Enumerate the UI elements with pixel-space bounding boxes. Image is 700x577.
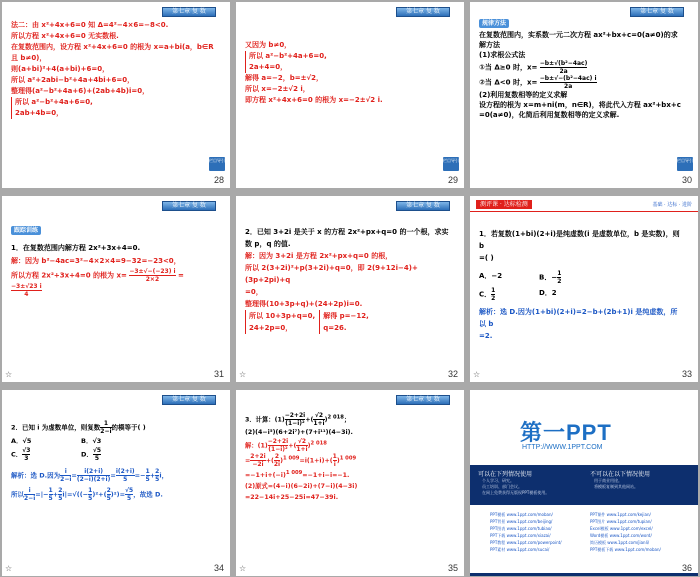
question-line: 3．计算：(1) $\frac{-2+2i}{\text{(1−i)²}}$ +( $\frac{√2}{1+i}$ )$^{2 018}$； <box>245 412 351 427</box>
text-line: 解：因为 b²−4ac=3²−4×2×4=9−32=−23<0， <box>11 257 181 265</box>
text-line: 所以 x=−2±√2 i， <box>245 85 310 93</box>
analysis-line: 解析：选 D.因为 $\frac{i}{2-i}$ = $\frac{i(2+i)}{(2-i)(2+i)}$ = $\frac{i(2+i)}{5}$ =− $\frac{1}{5}$ + $\frac{2}{5}$ i， <box>11 468 169 483</box>
fraction: $\frac{-3\pm√23 i}{4}$ <box>11 283 42 298</box>
text-line: 所以 2(3+2i)²+p(3+2i)+q=0，即 2(9+12i−4)+(3p+2pi)+q <box>245 264 418 284</box>
usage-panel <box>470 465 698 576</box>
text-line: 所以 a²−b²+4a+6=0, <box>249 52 327 60</box>
chapter-banner: 第七章 复 数 <box>630 7 684 17</box>
text-line: 且 b≠0)， <box>11 54 47 62</box>
system-line <box>245 310 450 334</box>
text-line: 数 p，q 的值. <box>245 240 291 248</box>
slide-28 <box>2 2 230 188</box>
system-brace <box>245 51 450 73</box>
slide-33-content <box>479 228 684 342</box>
system-brace <box>11 97 216 119</box>
star-icon: ☆ <box>473 370 481 379</box>
text-line: 又因为 b≠0， <box>245 41 292 49</box>
link-item[interactable]: PPT素材 www.1ppt.com/sucai/ <box>490 547 550 552</box>
slide-33 <box>470 196 698 382</box>
option-d[interactable]: D．2 <box>539 289 557 297</box>
solution-brace: 解得 p=−12, q=26. <box>319 310 369 334</box>
link-item[interactable]: PPT图表 www.1ppt.com/tubiao/ <box>490 526 552 531</box>
text-line: 设方程的根为 x=m+ni(m，n∈R)，将此代入方程 ax²+bx+c <box>479 101 681 109</box>
link-item[interactable]: PPT教程 www.1ppt.com/powerpoint/ <box>490 540 562 545</box>
option-b[interactable]: B．− $\frac{1}{2}$ <box>539 270 562 285</box>
text-line: 1．若复数(1+bi)(2+i)是纯虚数(i 是虚数单位，b 是实数)，则 b <box>479 230 680 250</box>
back-button[interactable]: 栏目导引 <box>209 157 225 171</box>
slide-number: 30 <box>681 175 692 185</box>
text-line: 2．已知 3+2i 是关于 x 的方程 2x²+px+q=0 的一个根，求实 <box>245 228 449 236</box>
section-tag: 测评课 · 达标检测 <box>476 200 532 209</box>
slide-32 <box>236 196 464 382</box>
solution-line: (2)原式=(4−i)(6−2i)+(7−i)(4−3i) <box>245 483 358 491</box>
formula-line: ①当 Δ≥0 时，x= $\frac{\text{−b±√(b²−4ac)}}{2a}$ <box>479 60 588 75</box>
ppt-logo: 第一PPT <box>520 420 612 445</box>
slide-30 <box>470 2 698 188</box>
back-button[interactable]: 栏目导引 <box>443 157 459 171</box>
fraction: $\frac{\text{−b±√(b²−4ac)}}{2a}$ <box>539 60 588 75</box>
link-item[interactable]: PPT课件 www.1ppt.com/kejian/ <box>590 512 651 517</box>
fraction: $\frac{-3\pm√-(-23) i}{2\times 2}$ <box>129 268 176 283</box>
formula-line: 所以方程 2x²+3x+4=0 的根为 x= $\frac{-3\pm√-(-23) i}{2\times 2}$ = <box>11 268 184 283</box>
disallowed-list: 用于商业用途。 将模板复制到其他网站。 <box>594 478 638 489</box>
slide-34-content <box>11 420 216 502</box>
text-line: 在复数范围内，实系数一元二次方程 ax²+bx+c=0(a≠0)的求 <box>479 31 678 39</box>
star-icon: ☆ <box>5 370 13 379</box>
text-line: 解得 a=−2，b=±√2， <box>245 74 324 82</box>
option-c[interactable]: C． $\frac{√3}{3}$ <box>11 447 31 462</box>
allowed-title: 可以在下列情况使用 <box>478 471 533 478</box>
analysis-line: 所以 $\frac{i}{2-i}$ =|− $\frac{1}{5}$ + $\frac{2}{5}$ i|=√((− $\frac{1}{5}$ )²+( $\frac{2}{5}$ )²)= $\frac{√5}{5}$ ，故选 D. <box>11 487 163 502</box>
options-row <box>479 270 684 285</box>
solution-line: $=-1+i+(-i)^{1 009}=-1+i-i=-1$. <box>245 470 350 480</box>
section-tag: 规律方法 <box>479 19 509 28</box>
star-icon: ☆ <box>239 564 247 573</box>
option-c[interactable]: C． $\frac{1}{2}$ <box>479 287 496 302</box>
text-line: 解：因为 3+2i 是方程 2x²+px+q=0 的根， <box>245 252 393 260</box>
text-line: (1)求根公式法 <box>479 51 526 59</box>
chapter-banner: 第七章 复 数 <box>396 7 450 17</box>
slide-number: 34 <box>213 563 224 573</box>
link-item[interactable]: PPT背景 www.1ppt.com/beijing/ <box>490 519 553 524</box>
formula-line: ②当 Δ<0 时，x= $\frac{\text{−b±√−(b²−4ac) i}}{2a}$ <box>479 75 597 90</box>
chapter-banner: 第七章 复 数 <box>396 395 450 405</box>
analysis-line: 解析：选 D.因为(1+bi)(2+i)=2−b+(2b+1)i 是纯虚数，所以 b <box>479 308 678 328</box>
slide-number: 36 <box>681 563 692 573</box>
slide-36 <box>470 390 698 576</box>
text-line: 所以 a²−b²+4a+6=0, <box>15 98 93 106</box>
solution-line: 解：(1) $\frac{-2+2i}{\text{(1−i)²}}$ +( $\frac{√2}{1+i}$ )$^{2 018}$ <box>245 438 327 453</box>
link-item[interactable]: Excel模板 www.1ppt.com/excel/ <box>590 526 653 531</box>
ppt-url[interactable]: HTTP://WWW.1PPT.COM <box>522 444 603 451</box>
link-item[interactable]: PPT模板 www.1ppt.com/moban/ <box>490 512 553 517</box>
link-item[interactable]: Word模板 www.1ppt.com/word/ <box>590 533 652 538</box>
question-line: (2)(4−i⁵)(6+2i⁷)+(7+i¹¹)(4−3i). <box>245 429 353 436</box>
divider <box>470 211 698 212</box>
slide-29 <box>236 2 464 188</box>
text-line: 解方法 <box>479 41 500 49</box>
options-row <box>11 447 216 462</box>
slide-34 <box>2 390 230 576</box>
link-item[interactable]: PPT图片 www.1ppt.com/tupian/ <box>590 519 652 524</box>
text-line: 法二：由 x²+4x+6=0 知 Δ=4²−4×6=−8<0. <box>11 21 169 29</box>
slide-number: 29 <box>447 175 458 185</box>
text-line: =( ) <box>479 254 494 262</box>
option-a[interactable]: A．−2 <box>479 272 503 280</box>
system-brace: 所以 10+3p+q=0, 24+2p=0， <box>245 310 315 334</box>
text-line: 整理得(10+3p+q)+(24+2p)i=0. <box>245 300 363 308</box>
text-line: (2)利用复数相等的定义求解 <box>479 91 568 99</box>
text-line: 2a+4=0， <box>249 63 288 71</box>
options-row <box>11 435 216 447</box>
formula-line <box>11 283 216 298</box>
slide-30-content <box>479 18 684 120</box>
link-item[interactable]: PPT下载 www.1ppt.com/xiazai/ <box>490 533 551 538</box>
text-line: 在复数范围内，设方程 x²+4x+6=0 的根为 x=a+bi(a，b∈R <box>11 43 214 51</box>
text-line: 所以方程 x²+4x+6=0 无实数根. <box>11 32 119 40</box>
fraction: $\frac{\text{−b±√−(b²−4ac) i}}{2a}$ <box>539 75 597 90</box>
option-b[interactable]: B．√3 <box>81 437 102 445</box>
text-line: 2ab+4b=0， <box>15 109 64 117</box>
text-line: 所以 a²+2abi−b²+4a+4bi+6=0， <box>11 76 135 84</box>
options-row <box>479 287 684 302</box>
header-bar <box>470 196 698 212</box>
slide-35-content <box>245 412 450 503</box>
text-line: 即方程 x²+4x+6=0 的根为 x=−2±√2 i. <box>245 96 383 104</box>
section-tag: 跟踪训练 <box>11 226 41 235</box>
allowed-list: 个人学习、研究。 员工培训、部门会议。 在网上免费获得无版权PPT模板使用。 <box>482 478 550 495</box>
text-line: 1．在复数范围内解方程 2x²+3x+4=0. <box>11 244 141 252</box>
slide-28-content <box>11 20 216 119</box>
option-a[interactable]: A．√5 <box>11 437 32 445</box>
slide-35 <box>236 390 464 576</box>
option-d[interactable]: D． $\frac{√5}{5}$ <box>81 447 102 462</box>
text-line: 则(a+bi)²+4(a+bi)+6=0， <box>11 65 110 73</box>
slide-number: 33 <box>681 369 692 379</box>
solution-line: = $\frac{2+2i}{-2i}$ +( $\frac{2}{2i}$ )$^{1 009}$=i(1+i)+( $\frac{1}{i}$ )$^{1 009}$ <box>245 453 357 468</box>
chapter-banner: 第七章 复 数 <box>396 201 450 211</box>
analysis-line: =2. <box>479 332 493 340</box>
slide-number: 32 <box>447 369 458 379</box>
links-grid <box>470 505 698 573</box>
chapter-banner: 第七章 复 数 <box>162 7 216 17</box>
text-line: =0(a≠0)，化简后利用复数相等的定义求解. <box>479 111 620 119</box>
slide-31 <box>2 196 230 382</box>
text-line: 整理得(a²−b²+4a+6)+(2ab+4b)i=0， <box>11 87 150 95</box>
star-icon: ☆ <box>473 564 481 573</box>
star-icon: ☆ <box>239 370 247 379</box>
chapter-banner: 第七章 复 数 <box>162 201 216 211</box>
section-subtitle: 基础 · 达标 · 进阶 <box>652 202 692 208</box>
link-item[interactable]: PPT模板下载 www.1ppt.com/moban/ <box>590 547 661 552</box>
question-line: 2．已知 i 为虚数单位，则复数 $\frac{1}{2-i}$ 的模等于( ) <box>11 420 146 435</box>
disallowed-title: 不可以在以下情况使用 <box>590 471 651 478</box>
slide-31-content <box>11 227 216 298</box>
slide-32-content <box>245 226 450 334</box>
star-icon: ☆ <box>5 564 13 573</box>
slide-29-content <box>245 40 450 106</box>
slide-number: 28 <box>213 175 224 185</box>
text-line: =0， <box>245 288 263 296</box>
solution-line: =22−14i+25−25i=47−39i. <box>245 494 339 502</box>
chapter-banner: 第七章 复 数 <box>162 395 216 405</box>
slide-number: 31 <box>213 369 224 379</box>
slide-number: 35 <box>447 563 458 573</box>
back-button[interactable]: 栏目导引 <box>677 157 693 171</box>
link-item[interactable]: 简历模板 www.1ppt.com/jianli/ <box>590 540 650 545</box>
